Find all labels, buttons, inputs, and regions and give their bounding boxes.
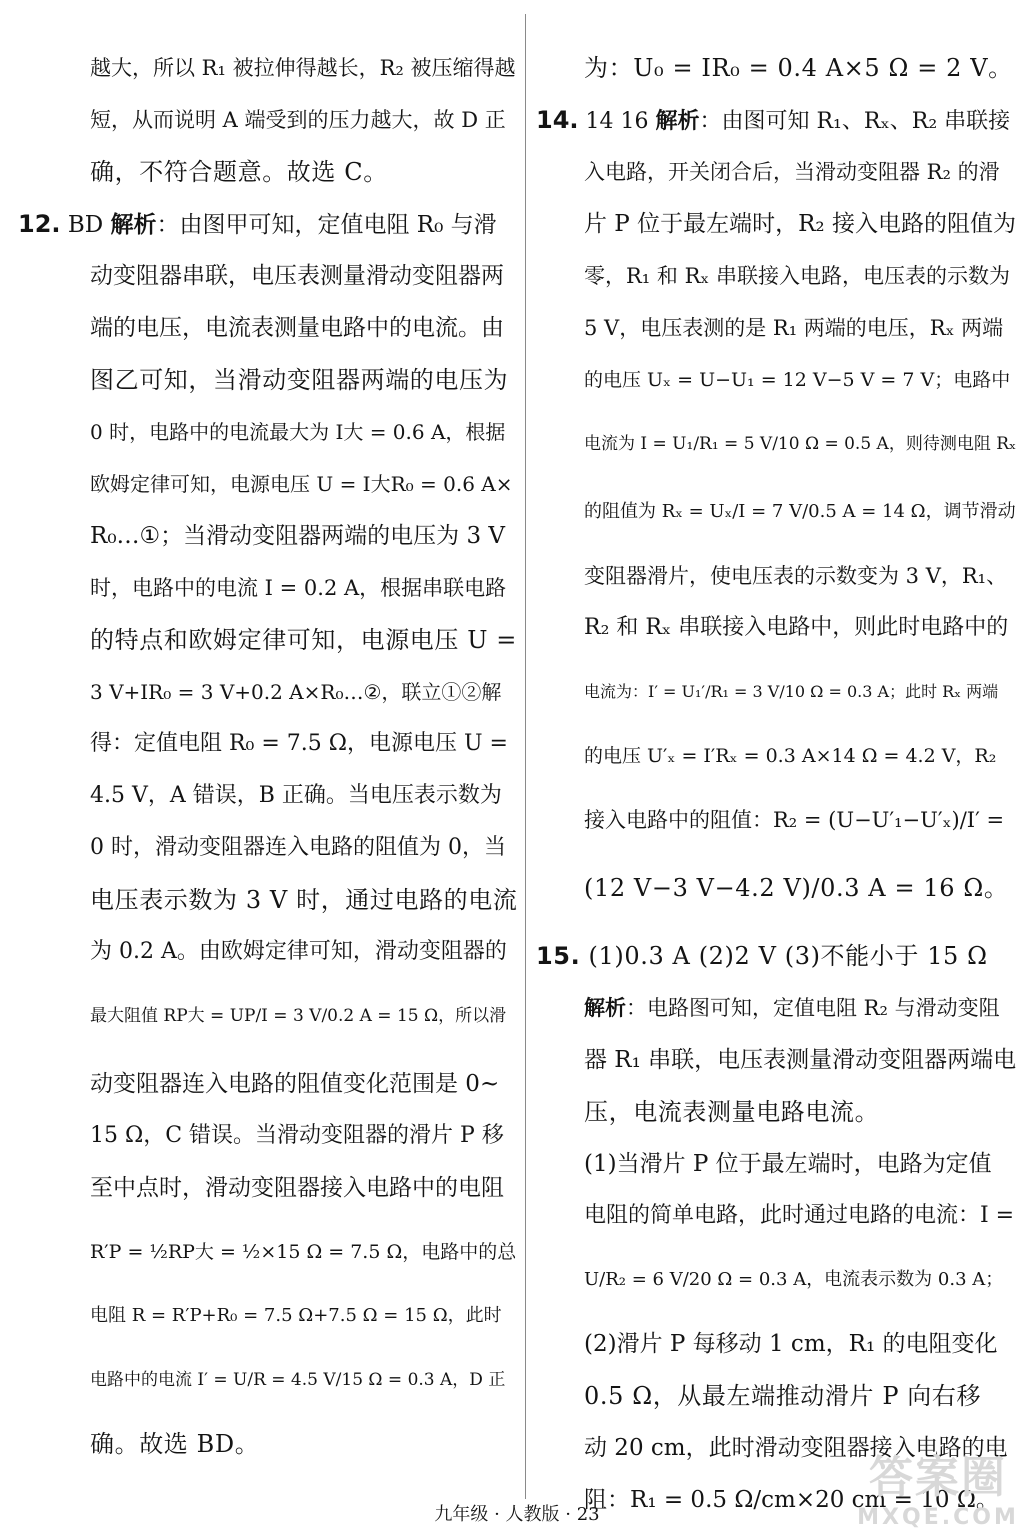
question-number: 12.	[18, 210, 61, 238]
left-text-line	[18, 208, 497, 241]
right-text-line	[584, 364, 1010, 396]
analysis-label: 解析	[655, 108, 700, 134]
text-segment: 电压表示数为 3 V 时，通过电路的电流	[90, 886, 518, 914]
text-segment: 片 P 位于最左端时，R₂ 接入电路的阻值为	[584, 211, 1016, 237]
text-segment: 欧姆定律可知，电源电压 U = I大R₀ = 0.6 A×	[90, 472, 513, 496]
right-text-line	[584, 1096, 879, 1128]
right-text-line	[536, 104, 1010, 138]
analysis-label: 解析	[110, 211, 157, 238]
left-text-line	[90, 884, 518, 916]
left-text-line	[90, 1236, 516, 1268]
text-segment: 的电压 Uₓ = U−U₁ = 12 V−5 V = 7 V；电路中	[584, 369, 1011, 391]
text-segment: 阻：R₁ = 0.5 Ω/cm×20 cm = 10 Ω。	[584, 1487, 999, 1513]
text-segment: 为：U₀ = IR₀ = 0.4 A×5 Ω = 2 V。	[584, 54, 1013, 82]
left-text-line	[90, 676, 501, 708]
text-segment: ：由图甲可知，定值电阻 R₀ 与滑	[156, 212, 497, 238]
right-text-line	[536, 940, 988, 972]
left-text-line	[90, 52, 515, 84]
text-segment: 端的电压，电流表测量电路中的电流。由	[90, 315, 504, 341]
text-segment: 电流为 I = U₁/R₁ = 5 V/10 Ω = 0.5 A，则待测电阻 Rₓ	[584, 434, 1017, 454]
text-segment: 电阻 R = R′P+R₀ = 7.5 Ω+7.5 Ω = 15 Ω，此时	[90, 1305, 502, 1326]
right-text-line	[584, 612, 1008, 644]
text-segment: 图乙可知，当滑动变阻器两端的电压为	[90, 366, 509, 394]
text-segment: 越大，所以 R₁ 被拉伸得越长，R₂ 被压缩得越	[90, 56, 516, 80]
right-text-line	[584, 312, 1003, 344]
question-number: 15.	[536, 942, 581, 970]
left-text-line	[90, 156, 388, 188]
text-segment: 确。故选 BD。	[90, 1430, 260, 1458]
left-text-line	[90, 780, 502, 812]
text-segment: (1)0.3 A (2)2 V (3)不能小于 15 Ω	[580, 942, 988, 970]
watermark-url: MXQE.COM	[857, 1505, 1019, 1530]
text-segment: ：电路图可知，定值电阻 R₂ 与滑动变阻	[626, 996, 1000, 1020]
left-text-line	[90, 1300, 502, 1332]
text-segment: (12 V−3 V−4.2 V)/0.3 A = 16 Ω。	[584, 874, 1009, 902]
text-segment: 时，电路中的电流 I = 0.2 A，根据串联电路	[90, 576, 507, 600]
text-segment: (2)滑片 P 每移动 1 cm，R₁ 的电阻变化	[584, 1331, 998, 1357]
left-text-line	[90, 936, 507, 968]
left-text-line	[90, 624, 517, 656]
left-text-line	[90, 1172, 504, 1204]
column-divider	[525, 14, 526, 1499]
watermark-logo	[850, 1452, 1026, 1532]
right-text-line	[584, 804, 1004, 836]
right-text-line	[584, 496, 1016, 528]
page-footer: 九年级 · 人教版 · 23	[434, 1504, 600, 1525]
right-text-line	[584, 428, 1016, 460]
text-segment: 入电路，开关闭合后，当滑动变阻器 R₂ 的滑	[584, 160, 1000, 184]
text-segment: (1)当滑片 P 位于最左端时，电路为定值	[584, 1151, 992, 1177]
text-segment: 15 Ω，C 错误。当滑动变阻器的滑片 P 移	[90, 1123, 504, 1148]
left-text-line	[90, 520, 505, 552]
text-segment: 电流为：I′ = U₁′/R₁ = 3 V/10 Ω = 0.3 A；此时 Rₓ 两端	[584, 682, 999, 701]
analysis-label: 解析	[584, 995, 626, 1020]
right-text-line	[584, 676, 998, 708]
text-segment: R′P = ½RP大 = ½×15 Ω = 7.5 Ω，电路中的总	[90, 1241, 517, 1263]
text-segment: 接入电路中的阻值：R₂ = (U−U′₁−U′ₓ)/I′ =	[584, 808, 1005, 832]
text-segment: 0 时，滑动变阻器连入电路的阻值为 0，当	[90, 835, 506, 860]
right-text-line	[584, 872, 1008, 904]
left-text-line	[90, 364, 508, 396]
left-text-line	[90, 572, 506, 604]
right-text-line	[584, 208, 1016, 240]
left-text-line	[90, 1068, 499, 1100]
right-text-line	[584, 52, 1013, 84]
text-segment: U/R₂ = 6 V/20 Ω = 0.3 A，电流表示数为 0.3 A；	[584, 1269, 1004, 1290]
right-text-line	[584, 560, 1007, 592]
right-text-line	[584, 1200, 1014, 1232]
text-segment: 电阻的简单电路，此时通过电路的电流：I =	[584, 1203, 1015, 1228]
left-text-line	[90, 832, 506, 864]
left-text-line	[90, 416, 505, 448]
text-segment: 的阻值为 Rₓ = Uₓ/I = 7 V/0.5 A = 14 Ω，调节滑动	[584, 501, 1016, 522]
text-segment: 最大阻值 RP大 = UP/I = 3 V/0.2 A = 15 Ω，所以滑	[90, 1006, 507, 1026]
right-text-line	[584, 260, 1010, 292]
text-segment: 为 0.2 A。由欧姆定律可知，滑动变阻器的	[90, 939, 507, 964]
text-segment: 器 R₁ 串联，电压表测量滑动变阻器两端电	[584, 1047, 1017, 1073]
text-segment: 零，R₁ 和 Rₓ 串联接入电路，电压表的示数为	[584, 264, 1010, 288]
text-segment: 电路中的电流 I′ = U/R = 4.5 V/15 Ω = 0.3 A，D 正	[90, 1370, 506, 1390]
text-segment: 0.5 Ω，从最左端推动滑片 P 向右移	[584, 1382, 982, 1410]
text-segment: 3 V+IR₀ = 3 V+0.2 A×R₀…②，联立①②解	[90, 680, 502, 704]
left-text-line	[90, 1364, 505, 1396]
text-segment: 的电压 U′ₓ = I′Rₓ = 0.3 A×14 Ω = 4.2 V，R₂	[584, 745, 997, 767]
text-segment: BD	[60, 212, 111, 238]
question-number: 14.	[536, 106, 579, 134]
left-text-line	[90, 104, 506, 136]
left-text-line	[90, 1000, 506, 1032]
left-text-line	[90, 728, 508, 760]
text-segment: 得：定值电阻 R₀ = 7.5 Ω，电源电压 U =	[90, 731, 508, 756]
left-text-line	[90, 312, 504, 344]
right-text-line	[584, 1328, 997, 1360]
left-text-line	[90, 1120, 504, 1152]
text-segment: 动 20 cm，此时滑动变阻器接入电路的电	[584, 1435, 1008, 1461]
text-segment: 的特点和欧姆定律可知，电源电压 U =	[90, 626, 517, 654]
right-text-line	[584, 1264, 1003, 1296]
text-segment: 压，电流表测量电路电流。	[584, 1098, 880, 1126]
text-segment: 4.5 V，A 错误，B 正确。当电压表示数为	[90, 783, 502, 808]
left-text-line	[90, 468, 513, 500]
text-segment: 0 时，电路中的电流最大为 I大 = 0.6 A，根据	[90, 420, 506, 444]
text-segment: 动变阻器串联，电压表测量滑动变阻器两	[90, 263, 504, 289]
right-text-line	[584, 156, 1000, 188]
right-text-line	[584, 1380, 981, 1412]
right-text-line	[584, 740, 996, 772]
right-text-line	[584, 992, 1000, 1024]
text-segment: 5 V，电压表测的是 R₁ 两端的电压，Rₓ 两端	[584, 316, 1004, 340]
text-segment: 至中点时，滑动变阻器接入电路中的电阻	[90, 1175, 504, 1201]
left-text-line	[90, 260, 504, 292]
text-segment: R₂ 和 Rₓ 串联接入电路中，则此时电路中的	[584, 615, 1009, 640]
text-segment: 变阻器滑片，使电压表的示数变为 3 V，R₁、	[584, 564, 1008, 588]
text-segment: R₀…①；当滑动变阻器两端的电压为 3 V	[90, 523, 506, 549]
text-segment: ：由图可知 R₁、Rₓ、R₂ 串联接	[699, 109, 1011, 134]
left-text-line	[90, 1428, 259, 1460]
text-segment: 动变阻器连入电路的阻值变化范围是 0~	[90, 1071, 500, 1097]
text-segment: 确，不符合题意。故选 C。	[90, 158, 388, 186]
right-text-line	[584, 1044, 1016, 1076]
watermark-main: 答案圈	[869, 1452, 1007, 1503]
text-segment: 短，从而说明 A 端受到的压力越大，故 D 正	[90, 108, 506, 132]
text-segment: 14 16	[578, 109, 656, 134]
right-text-line	[584, 1148, 992, 1180]
